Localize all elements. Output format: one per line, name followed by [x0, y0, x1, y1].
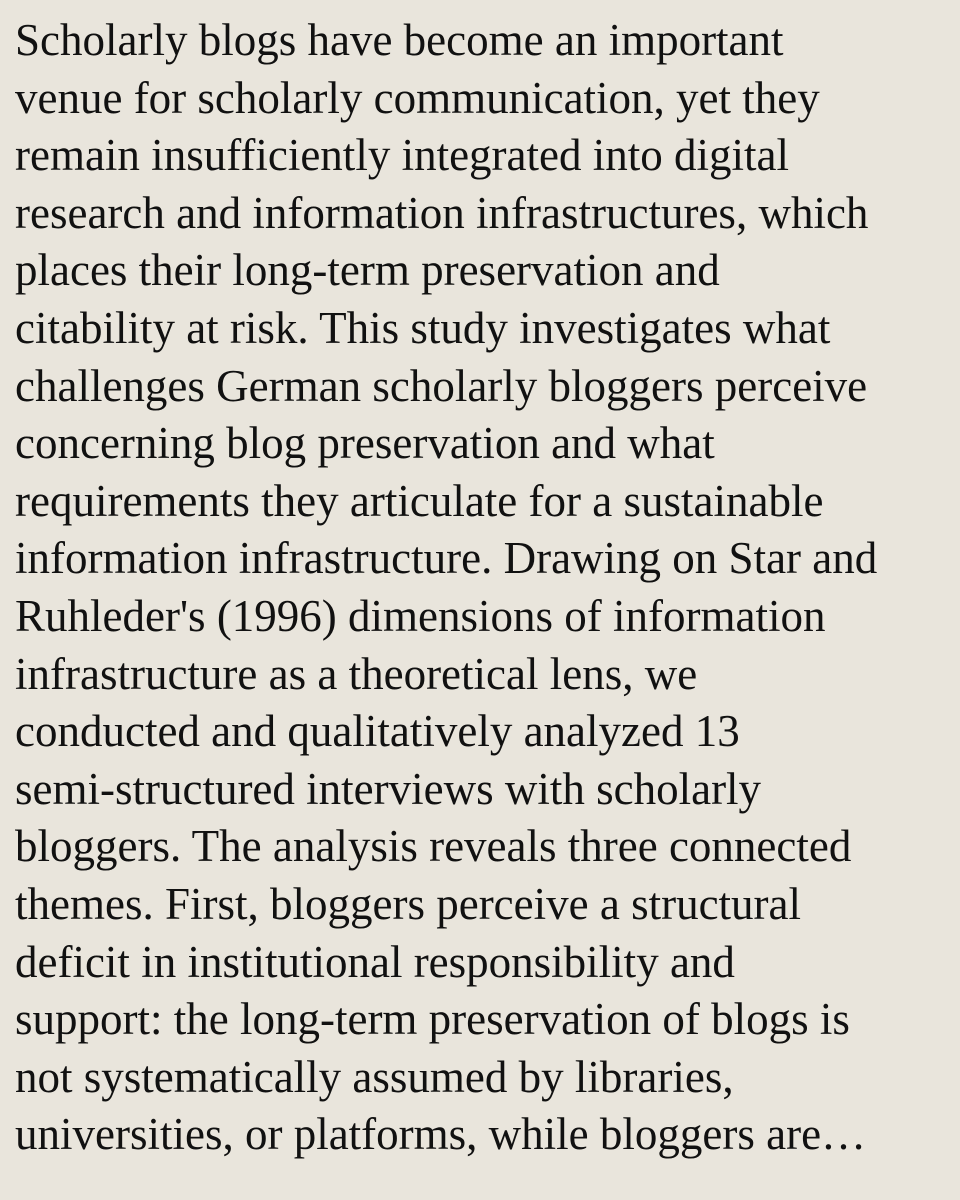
- text-line: themes. First, bloggers perceive a structural: [15, 878, 802, 929]
- text-line: requirements they articulate for a sustainable: [15, 475, 824, 526]
- text-line: universities, or platforms, while bloggers are…: [15, 1109, 867, 1160]
- text-line: information infrastructure. Drawing on Star and: [15, 533, 878, 584]
- text-line: not systematically assumed by libraries,: [15, 1051, 734, 1102]
- text-line: challenges German scholarly bloggers perceive: [15, 360, 868, 411]
- text-line: concerning blog preservation and what: [15, 418, 715, 469]
- text-line: venue for scholarly communication, yet they: [15, 72, 820, 123]
- text-line: places their long-term preservation and: [15, 245, 720, 296]
- text-line: research and information infrastructures, which: [15, 187, 869, 238]
- text-line: infrastructure as a theoretical lens, we: [15, 648, 698, 699]
- text-line: Scholarly blogs have become an important: [15, 15, 784, 65]
- text-line: deficit in institutional responsibility and: [15, 936, 735, 987]
- text-line: support: the long-term preservation of blogs is: [15, 994, 850, 1045]
- text-line: Ruhleder's (1996) dimensions of information: [15, 590, 826, 641]
- text-line: remain insufficiently integrated into digital: [15, 130, 789, 181]
- text-line: bloggers. The analysis reveals three connected: [15, 821, 852, 872]
- text-line: conducted and qualitatively analyzed 13: [15, 706, 740, 757]
- abstract-text: [15, 12, 955, 1164]
- text-line: citability at risk. This study investigates what: [15, 302, 831, 353]
- text-line: semi-structured interviews with scholarly: [15, 763, 762, 814]
